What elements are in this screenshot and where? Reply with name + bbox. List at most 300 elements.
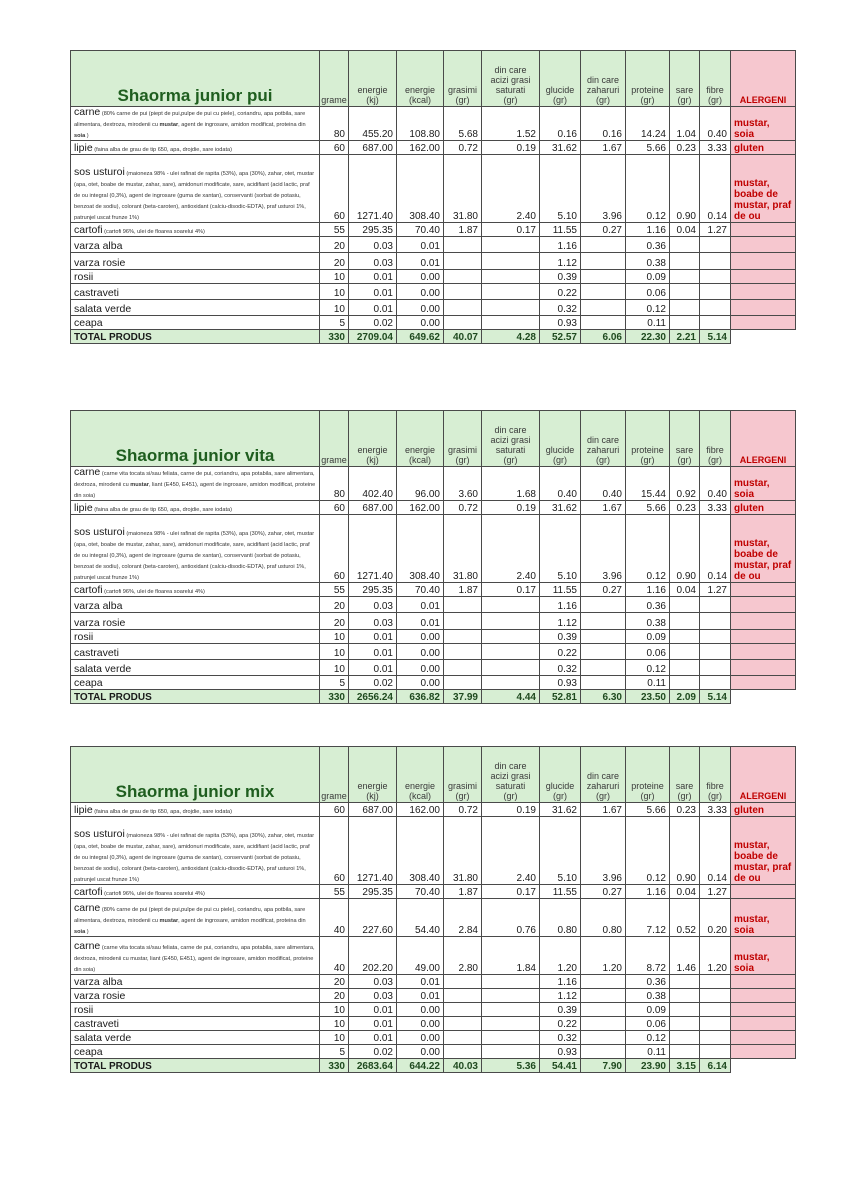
value-glucide: 0.80: [540, 899, 581, 937]
ingredient-description: (cartofi 96%, ulei de floarea soarelui 4%): [104, 589, 205, 595]
ingredient-name: rosii: [74, 631, 94, 643]
value-proteine: 5.66: [626, 501, 670, 515]
total-row: [71, 330, 796, 344]
total-label: TOTAL PRODUS: [71, 330, 320, 344]
value-grame: 60: [320, 141, 349, 155]
value-energie_kcal: 0.00: [397, 644, 444, 660]
column-header-glucide: [540, 411, 581, 467]
ingredient-row: [71, 597, 796, 613]
ingredient-cell: [71, 1045, 320, 1059]
column-header-line: proteine: [631, 445, 664, 455]
value-grame: 20: [320, 989, 349, 1003]
ingredient-name: varza rosie: [74, 257, 126, 269]
column-header-line: glucide: [545, 85, 575, 95]
value-glucide: 5.10: [540, 515, 581, 583]
column-header-line: (kcal): [409, 455, 431, 465]
allergens-cell: [731, 237, 796, 253]
ingredient-cell: [71, 1031, 320, 1045]
value-saturati: 0.19: [482, 141, 540, 155]
total-grame: 330: [320, 690, 349, 704]
column-header-grame: grame: [320, 747, 349, 803]
column-header-line: zaharuri: [586, 445, 620, 455]
value-saturati: [482, 253, 540, 270]
column-header-line: (kj): [366, 455, 379, 465]
value-glucide: 5.10: [540, 817, 581, 885]
ingredient-cell: [71, 613, 320, 630]
column-header-line: (kj): [366, 95, 379, 105]
total-grame: 330: [320, 330, 349, 344]
value-fibre: 1.27: [700, 223, 731, 237]
value-glucide: 1.20: [540, 937, 581, 975]
total-saturati: 5.36: [482, 1059, 540, 1073]
ingredient-cell: [71, 501, 320, 515]
column-header-line: energie: [357, 445, 388, 455]
value-grasimi: 0.72: [444, 501, 482, 515]
value-fibre: [700, 660, 731, 676]
value-glucide: 0.22: [540, 284, 581, 300]
column-header-line: energie: [404, 781, 436, 791]
value-saturati: [482, 284, 540, 300]
value-energie_kcal: 0.01: [397, 989, 444, 1003]
value-energie_kj: 0.01: [349, 1031, 397, 1045]
column-header-line: (gr): [708, 791, 722, 801]
ingredient-row: [71, 644, 796, 660]
ingredient-name: ceapa: [74, 677, 103, 689]
total-zaharuri: 6.30: [581, 690, 626, 704]
ingredient-row: [71, 107, 796, 141]
column-header-line: (gr): [503, 791, 518, 801]
ingredient-cell: [71, 155, 320, 223]
value-grame: 60: [320, 803, 349, 817]
value-grame: 5: [320, 676, 349, 690]
value-fibre: 3.33: [700, 141, 731, 155]
allergens-cell: mustar, boabe de mustar, praf de ou: [731, 817, 796, 885]
value-grasimi: [444, 237, 482, 253]
value-saturati: [482, 975, 540, 989]
value-proteine: 0.38: [626, 613, 670, 630]
value-proteine: 0.12: [626, 1031, 670, 1045]
value-energie_kcal: 308.40: [397, 155, 444, 223]
total-grasimi: 40.03: [444, 1059, 482, 1073]
column-header-fibre: [700, 747, 731, 803]
value-sare: [670, 597, 700, 613]
ingredient-name: rosii: [74, 271, 94, 283]
column-header-line: (gr): [677, 791, 692, 801]
value-glucide: 0.39: [540, 1003, 581, 1017]
value-proteine: 0.12: [626, 515, 670, 583]
value-grasimi: [444, 316, 482, 330]
value-zaharuri: 1.67: [581, 803, 626, 817]
column-header-line: (gr): [553, 95, 567, 105]
value-glucide: 11.55: [540, 885, 581, 899]
value-fibre: 0.40: [700, 467, 731, 501]
value-sare: [670, 644, 700, 660]
value-proteine: 0.09: [626, 630, 670, 644]
value-proteine: 0.38: [626, 253, 670, 270]
value-energie_kcal: 0.00: [397, 1031, 444, 1045]
value-zaharuri: [581, 660, 626, 676]
value-fibre: 0.14: [700, 817, 731, 885]
value-grasimi: [444, 1017, 482, 1031]
value-sare: [670, 613, 700, 630]
value-sare: 0.23: [670, 803, 700, 817]
column-header-grasimi: [444, 51, 482, 107]
ingredient-row: [71, 803, 796, 817]
allergens-header: ALERGENI: [731, 747, 796, 803]
value-sare: [670, 237, 700, 253]
table-title-cell: [71, 51, 320, 107]
column-header-line: (gr): [677, 95, 692, 105]
ingredient-name: carne: [74, 940, 101, 952]
value-fibre: [700, 644, 731, 660]
ingredient-row: [71, 989, 796, 1003]
total-proteine: 23.90: [626, 1059, 670, 1073]
value-grasimi: [444, 1031, 482, 1045]
column-header-line: acizi grasi: [490, 771, 531, 781]
column-header-line: grasimi: [447, 445, 477, 455]
column-header-line: (gr): [503, 455, 518, 465]
value-grasimi: [444, 644, 482, 660]
ingredient-row: [71, 1045, 796, 1059]
ingredient-description: (carne vita tocata si/sau feliata, carne de pui, coriandru, apa potabila, sare alimentara, dextroza, mirodenii cu mustar, liant (E450, E451), agent de ingrosare, amidon modificat, proteine din soia): [74, 471, 316, 499]
column-header-line: grasimi: [447, 781, 477, 791]
value-glucide: 1.12: [540, 253, 581, 270]
column-header-grame: grame: [320, 51, 349, 107]
ingredient-cell: [71, 141, 320, 155]
column-header-line: zaharuri: [586, 85, 620, 95]
value-zaharuri: [581, 316, 626, 330]
allergens-cell: mustar, soia: [731, 467, 796, 501]
total-fibre: 5.14: [700, 330, 731, 344]
column-header-line: (gr): [708, 455, 722, 465]
value-fibre: [700, 975, 731, 989]
total-energie_kcal: 636.82: [397, 690, 444, 704]
column-header-line: (kcal): [409, 791, 431, 801]
value-glucide: 1.16: [540, 597, 581, 613]
allergens-cell: mustar, soia: [731, 937, 796, 975]
ingredient-name: sos usturoi: [74, 828, 125, 840]
column-header-sare: [670, 51, 700, 107]
value-sare: 0.23: [670, 501, 700, 515]
value-grame: 80: [320, 107, 349, 141]
value-grame: 20: [320, 237, 349, 253]
ingredient-cell: [71, 1003, 320, 1017]
value-glucide: 1.12: [540, 989, 581, 1003]
ingredient-cell: [71, 899, 320, 937]
total-glucide: 52.81: [540, 690, 581, 704]
value-proteine: 0.11: [626, 1045, 670, 1059]
column-header-line: energie: [404, 85, 436, 95]
ingredient-name: salata verde: [74, 303, 132, 315]
value-energie_kj: 455.20: [349, 107, 397, 141]
value-energie_kcal: 108.80: [397, 107, 444, 141]
nutrition-table: [70, 410, 796, 704]
value-fibre: [700, 613, 731, 630]
value-fibre: [700, 989, 731, 1003]
value-grasimi: [444, 989, 482, 1003]
ingredient-cell: [71, 630, 320, 644]
column-header-line: (gr): [708, 95, 722, 105]
column-header-line: (gr): [596, 791, 610, 801]
value-energie_kj: 1271.40: [349, 515, 397, 583]
value-fibre: 0.14: [700, 515, 731, 583]
value-grame: 10: [320, 1031, 349, 1045]
value-proteine: 0.12: [626, 660, 670, 676]
total-fibre: 5.14: [700, 690, 731, 704]
value-energie_kcal: 49.00: [397, 937, 444, 975]
ingredient-row: [71, 284, 796, 300]
value-zaharuri: 0.27: [581, 885, 626, 899]
allergens-cell: [731, 660, 796, 676]
column-header-energie_kcal: [397, 411, 444, 467]
allergens-cell: [731, 223, 796, 237]
ingredient-name: varza alba: [74, 240, 123, 252]
value-proteine: 0.36: [626, 597, 670, 613]
value-saturati: [482, 1017, 540, 1031]
header-row: [71, 411, 796, 467]
value-fibre: [700, 630, 731, 644]
value-fibre: [700, 316, 731, 330]
total-energie_kcal: 649.62: [397, 330, 444, 344]
value-energie_kj: 0.02: [349, 676, 397, 690]
value-grasimi: [444, 975, 482, 989]
total-row: [71, 1059, 796, 1073]
value-zaharuri: [581, 1003, 626, 1017]
value-saturati: 2.40: [482, 155, 540, 223]
value-grasimi: 2.80: [444, 937, 482, 975]
value-grasimi: [444, 300, 482, 316]
ingredient-row: [71, 237, 796, 253]
total-energie_kj: 2656.24: [349, 690, 397, 704]
value-saturati: 0.17: [482, 583, 540, 597]
value-fibre: 0.40: [700, 107, 731, 141]
total-sare: 3.15: [670, 1059, 700, 1073]
value-energie_kj: 1271.40: [349, 817, 397, 885]
value-grame: 55: [320, 223, 349, 237]
value-grasimi: [444, 270, 482, 284]
column-header-line: din care: [494, 425, 527, 435]
value-proteine: 7.12: [626, 899, 670, 937]
value-sare: [670, 1045, 700, 1059]
value-energie_kj: 1271.40: [349, 155, 397, 223]
value-energie_kj: 295.35: [349, 885, 397, 899]
value-energie_kcal: 70.40: [397, 223, 444, 237]
value-zaharuri: 0.27: [581, 223, 626, 237]
value-glucide: 1.16: [540, 975, 581, 989]
value-proteine: 0.09: [626, 270, 670, 284]
value-fibre: [700, 1045, 731, 1059]
value-proteine: 0.36: [626, 237, 670, 253]
value-energie_kcal: 0.00: [397, 676, 444, 690]
value-grasimi: 1.87: [444, 583, 482, 597]
ingredient-description: (cartofi 96%, ulei de floarea soarelui 4%): [104, 891, 205, 897]
value-energie_kj: 687.00: [349, 803, 397, 817]
value-saturati: [482, 597, 540, 613]
total-zaharuri: 7.90: [581, 1059, 626, 1073]
value-zaharuri: 3.96: [581, 155, 626, 223]
value-energie_kcal: 0.00: [397, 300, 444, 316]
value-saturati: [482, 989, 540, 1003]
ingredient-row: [71, 583, 796, 597]
value-glucide: 31.62: [540, 803, 581, 817]
value-zaharuri: 3.96: [581, 515, 626, 583]
value-zaharuri: [581, 975, 626, 989]
allergens-cell: [731, 316, 796, 330]
column-header-line: energie: [404, 445, 436, 455]
value-energie_kcal: 0.00: [397, 1003, 444, 1017]
ingredient-description: (faina alba de grau de tip 650, apa, drojdie, sare iodata): [94, 147, 233, 153]
value-saturati: 0.17: [482, 223, 540, 237]
ingredient-name: salata verde: [74, 1032, 132, 1044]
value-zaharuri: 1.67: [581, 141, 626, 155]
value-grame: 55: [320, 583, 349, 597]
ingredient-row: [71, 613, 796, 630]
value-zaharuri: [581, 630, 626, 644]
column-header-energie_kj: [349, 51, 397, 107]
value-proteine: 0.38: [626, 989, 670, 1003]
value-energie_kj: 295.35: [349, 223, 397, 237]
ingredient-cell: [71, 803, 320, 817]
value-zaharuri: [581, 644, 626, 660]
value-energie_kcal: 70.40: [397, 583, 444, 597]
value-proteine: 0.12: [626, 817, 670, 885]
total-proteine: 23.50: [626, 690, 670, 704]
value-proteine: 0.11: [626, 316, 670, 330]
value-zaharuri: [581, 1045, 626, 1059]
value-grasimi: 0.72: [444, 803, 482, 817]
value-energie_kcal: 162.00: [397, 501, 444, 515]
value-glucide: 11.55: [540, 223, 581, 237]
column-header-line: din care: [586, 435, 620, 445]
value-energie_kcal: 0.00: [397, 1017, 444, 1031]
column-header-zaharuri: [581, 747, 626, 803]
value-zaharuri: 0.16: [581, 107, 626, 141]
value-sare: 0.90: [670, 817, 700, 885]
ingredient-row: [71, 899, 796, 937]
value-fibre: [700, 253, 731, 270]
value-energie_kcal: 0.01: [397, 597, 444, 613]
header-row: [71, 747, 796, 803]
column-header-line: saturati: [495, 781, 526, 791]
allergens-cell: [731, 583, 796, 597]
ingredient-row: [71, 316, 796, 330]
value-sare: [670, 300, 700, 316]
ingredient-description: (maioneza 98% - ulei rafinat de rapita (53%), apa (30%), zahar, otet, mustar (apa, otet, boabe de mustar, zahar, sare), amidonuri modificate, sare, acidifiant (acid lactic, praf de ou integral (0,3%), agent de ingrosare (guma de xantan), conservanti (sorbat de potasiu, benzoat de sodiu), colorant (beta-caroten), antioxidant (calciu-disodic-EDTA), praf usturoi 1%, patrunjel uscat frunze 1%): [74, 833, 315, 883]
value-proteine: 0.06: [626, 1017, 670, 1031]
value-saturati: [482, 644, 540, 660]
value-grasimi: [444, 1003, 482, 1017]
value-grasimi: [444, 660, 482, 676]
value-saturati: [482, 630, 540, 644]
value-zaharuri: 0.80: [581, 899, 626, 937]
ingredient-row: [71, 937, 796, 975]
ingredient-description: (faina alba de grau de tip 650, apa, drojdie, sare iodata): [94, 507, 233, 513]
total-saturati: 4.28: [482, 330, 540, 344]
value-saturati: 2.40: [482, 817, 540, 885]
value-zaharuri: [581, 270, 626, 284]
value-energie_kj: 0.03: [349, 613, 397, 630]
column-header-line: saturati: [495, 85, 526, 95]
value-grame: 60: [320, 155, 349, 223]
allergens-cell: mustar, boabe de mustar, praf de ou: [731, 515, 796, 583]
value-fibre: [700, 1003, 731, 1017]
ingredient-name: cartofi: [74, 224, 103, 236]
ingredient-row: [71, 515, 796, 583]
value-proteine: 1.16: [626, 885, 670, 899]
ingredient-name: castraveti: [74, 1018, 119, 1030]
allergens-header: ALERGENI: [731, 51, 796, 107]
value-glucide: 0.40: [540, 467, 581, 501]
value-energie_kj: 227.60: [349, 899, 397, 937]
column-header-energie_kcal: [397, 51, 444, 107]
value-zaharuri: [581, 284, 626, 300]
column-header-grasimi: [444, 747, 482, 803]
value-energie_kcal: 0.01: [397, 975, 444, 989]
value-grasimi: [444, 597, 482, 613]
value-sare: 0.52: [670, 899, 700, 937]
value-energie_kj: 687.00: [349, 141, 397, 155]
column-header-line: zaharuri: [586, 781, 620, 791]
value-proteine: 0.12: [626, 155, 670, 223]
allergens-cell: [731, 253, 796, 270]
ingredient-cell: [71, 270, 320, 284]
total-glucide: 52.57: [540, 330, 581, 344]
ingredient-row: [71, 270, 796, 284]
value-energie_kcal: 308.40: [397, 817, 444, 885]
column-header-line: (gr): [553, 455, 567, 465]
total-label: TOTAL PRODUS: [71, 690, 320, 704]
total-sare: 2.09: [670, 690, 700, 704]
value-energie_kj: 295.35: [349, 583, 397, 597]
column-header-zaharuri: [581, 411, 626, 467]
value-energie_kcal: 96.00: [397, 467, 444, 501]
value-grame: 10: [320, 630, 349, 644]
ingredient-row: [71, 141, 796, 155]
value-saturati: [482, 316, 540, 330]
total-sare: 2.21: [670, 330, 700, 344]
column-header-line: sare: [675, 781, 694, 791]
value-fibre: [700, 237, 731, 253]
value-fibre: 1.27: [700, 583, 731, 597]
column-header-line: (kj): [366, 791, 379, 801]
value-glucide: 0.22: [540, 644, 581, 660]
value-proteine: 5.66: [626, 141, 670, 155]
value-sare: [670, 676, 700, 690]
value-grame: 60: [320, 515, 349, 583]
value-zaharuri: 0.40: [581, 467, 626, 501]
ingredient-cell: [71, 975, 320, 989]
column-header-line: (gr): [596, 95, 610, 105]
value-grasimi: 31.80: [444, 155, 482, 223]
value-proteine: 8.72: [626, 937, 670, 975]
value-energie_kcal: 162.00: [397, 141, 444, 155]
column-header-line: acizi grasi: [490, 75, 531, 85]
value-saturati: [482, 300, 540, 316]
value-energie_kcal: 0.01: [397, 613, 444, 630]
ingredient-name: castraveti: [74, 287, 119, 299]
value-grasimi: 3.60: [444, 467, 482, 501]
allergens-cell: [731, 1017, 796, 1031]
ingredient-name: carne: [74, 106, 101, 118]
value-glucide: 0.32: [540, 1031, 581, 1045]
allergens-cell: [731, 975, 796, 989]
value-saturati: [482, 676, 540, 690]
ingredient-cell: [71, 253, 320, 270]
allergens-cell: [731, 1031, 796, 1045]
value-zaharuri: 3.96: [581, 817, 626, 885]
total-grasimi: 40.07: [444, 330, 482, 344]
column-header-sare: [670, 411, 700, 467]
